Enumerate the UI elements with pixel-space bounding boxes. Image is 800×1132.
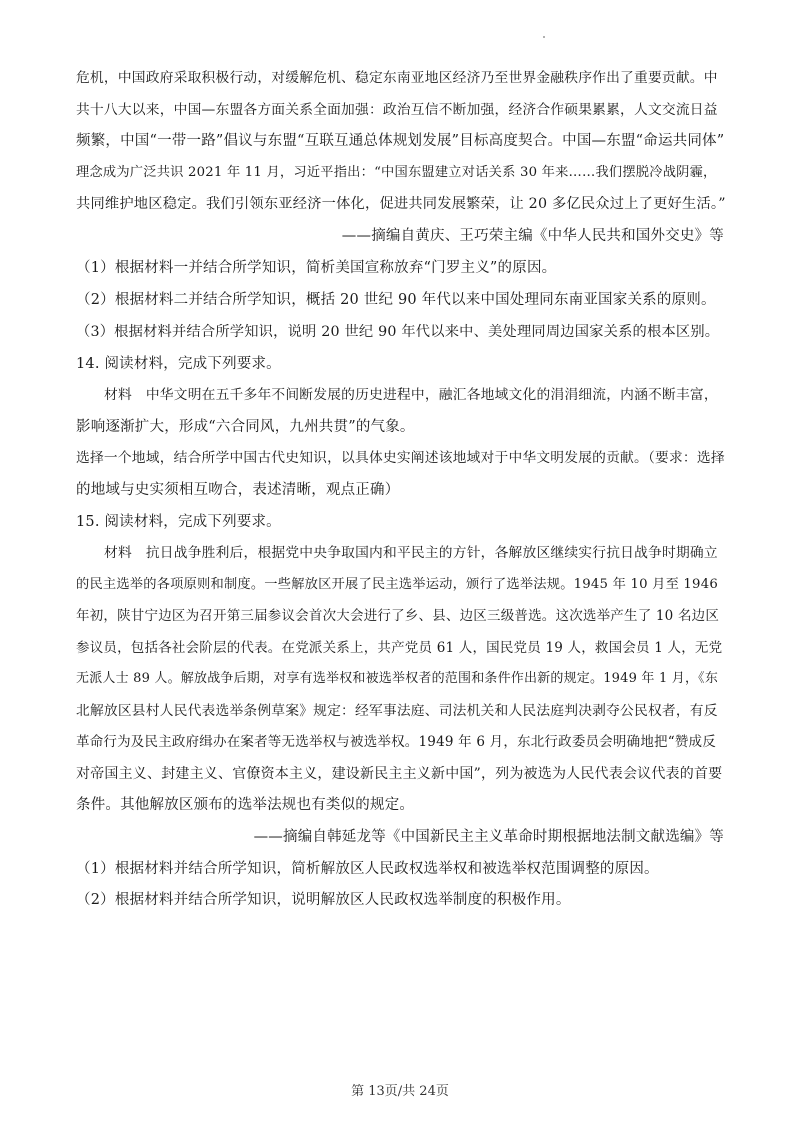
text-line: 共同维护地区稳定。我们引领东亚经济一体化，促进共同发展繁荣，让 20 多亿民众过上了更好生活。” [76,196,726,212]
material-text: 条件。其他解放区颁布的选举法规也有类似的规定。 [76,797,415,813]
question-item: （2）根据材料并结合所学知识，说明解放区人民政权选举制度的积极作用。 [76,892,571,908]
question-prompt: 选择一个地域，结合所学中国古代史知识，以具体史实阐述该地域对于中华文明发展的贡献。（要求：选择 [76,450,725,466]
text-line: 理念成为广泛共识 2021 年 11 月，习近平指出：“中国东盟建立对话关系 30 年来……我们摆脱冷战阴霾， [76,165,717,180]
text-line: 频繁，中国“一带一路”倡议与东盟“互联互通总体规划发展”目标高度契合。中国—东盟“命运共同体” [76,133,725,149]
material-text: 的民主选举的各项原则和制度。一些解放区开展了民主选举运动，颁行了选举法规。1945 年 10 月至 1946 [76,577,718,592]
material-text: 年初，陕甘宁边区为召开第三届参议会首次大会进行了乡、县、边区三级普选。这次选举产生了 10 名边区 [76,608,720,624]
text-line: 危机，中国政府采取积极行动，对缓解危机、稳定东南亚地区经济乃至世界金融秩序作出了重要贡献。中 [76,70,718,86]
material-text: 革命行为及民主政府缉办在案者等无选举权与被选举权。1949 年 6 月，东北行政委员会明确地把“赞成反 [76,734,716,750]
page-number: 第 13页/共 24页 [351,1084,449,1099]
question-heading: 14. 阅读材料，完成下列要求。 [76,356,281,372]
material-text: 材料 中华文明在五千多年不间断发展的历史进程中，融汇各地域文化的涓涓细流，内涵不断丰富， [104,387,718,403]
material-text: 参议员，包括各社会阶层的代表。在党派关系上，共产党员 61 人，国民党员 19 人，救国会员 1 人，无党 [76,640,723,656]
question-prompt: 的地域与史实须相互吻合，表述清晰，观点正确） [76,482,400,498]
material-text: 材料 抗日战争胜利后，根据党中央争取国内和平民主的方针，各解放区继续实行抗日战争时期确立 [104,545,718,561]
question-heading: 15. 阅读材料，完成下列要求。 [76,514,281,530]
material-text: 对帝国主义、封建主义、官僚资本主义，建设新民主主义新中国”，列为被选为人民代表会议代表的首要 [76,766,723,782]
material-text: 北解放区县村人民代表选举条例草案》规定：经军事法庭、司法机关和人民法庭判决剥夺公民权者，有反 [76,703,718,719]
question-item: （2）根据材料二并结合所学知识，概括 20 世纪 90 年代以来中国处理同东南亚国家关系的原则。 [76,292,716,308]
source-citation: ——摘编自黄庆、王巧荣主编《中华人民共和国外交史》等 [341,228,724,244]
scan-mark [543,36,545,38]
question-item: （3）根据材料并结合所学知识，说明 20 世纪 90 年代以来中、美处理同周边国家关系的根本区别。 [76,324,720,340]
text-line: 共十八大以来，中国—东盟各方面关系全面加强：政治互信不断加强，经济合作硕果累累，人文交流日益 [76,102,718,118]
material-text: 无派人士 89 人。解放战争后期，对享有选举权和被选举权者的范围和条件作出新的规定。1949 年 1 月，《东 [76,671,719,686]
material-text: 影响逐渐扩大，形成“六合同风，九州共贯”的气象。 [76,419,415,435]
source-citation: ——摘编自韩延龙等《中国新民主主义革命时期根据地法制文献选编》等 [253,829,724,845]
question-item: （1）根据材料并结合所学知识，简析解放区人民政权选举权和被选举权范围调整的原因。 [76,861,659,877]
question-item: （1）根据材料一并结合所学知识，简析美国宣称放弃“门罗主义”的原因。 [76,260,557,276]
